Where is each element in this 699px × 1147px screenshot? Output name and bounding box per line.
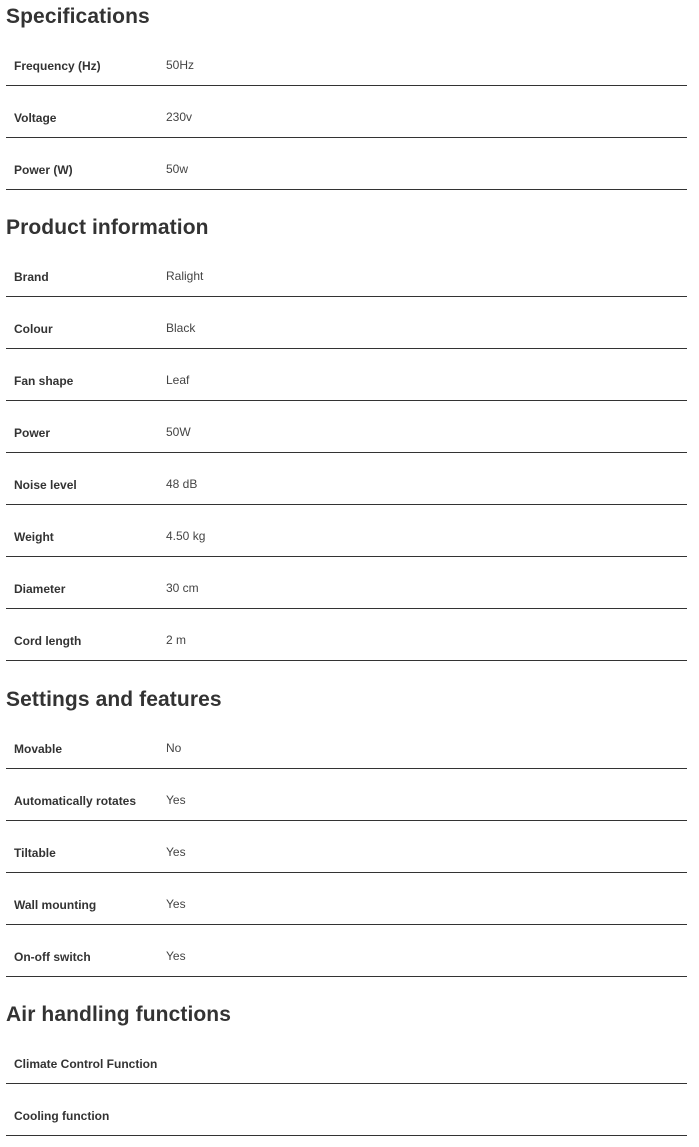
settings-and-features-table (0, 717, 699, 977)
air-handling-functions-section (0, 998, 699, 1136)
spec-row-diameter (6, 557, 687, 609)
spec-value: 2 m (166, 633, 187, 647)
spec-value: Yes (166, 949, 186, 963)
specifications-section (0, 0, 699, 190)
settings-and-features-section (0, 683, 699, 977)
spec-label: Brand (14, 270, 49, 284)
spec-value: 48 dB (166, 477, 198, 491)
spec-row-fan-shape (6, 349, 687, 401)
spec-label: Diameter (14, 582, 66, 596)
spec-value: Yes (166, 897, 186, 911)
spec-row-cord-length (6, 609, 687, 661)
spec-value: 30 cm (166, 581, 199, 595)
spec-label: Climate Control Function (14, 1057, 158, 1071)
spec-value: No (166, 741, 182, 755)
spec-value: Yes (166, 845, 186, 859)
spec-value: 50w (166, 162, 189, 176)
spec-row-movable (6, 717, 687, 769)
spec-value: 50Hz (166, 58, 195, 72)
spec-value: 50W (166, 425, 191, 439)
spec-row-noise-level (6, 453, 687, 505)
spec-label: Power (W) (14, 163, 73, 177)
spec-label: Wall mounting (14, 898, 97, 912)
spec-label: Colour (14, 322, 53, 336)
spec-value: Leaf (166, 373, 190, 387)
spec-value: 230v (166, 110, 193, 124)
spec-label: Frequency (Hz) (14, 59, 101, 73)
spec-label: Automatically rotates (14, 794, 137, 808)
spec-row-tiltable (6, 821, 687, 873)
spec-value: Ralight (166, 269, 204, 283)
spec-value: Black (166, 321, 196, 335)
product-information-section (0, 211, 699, 661)
spec-row-automatically-rotates (6, 769, 687, 821)
spec-label: On-off switch (14, 950, 91, 964)
spec-value: Yes (166, 793, 186, 807)
spec-label: Weight (14, 530, 54, 544)
spec-label: Tiltable (14, 846, 56, 860)
section-title-product-information: Product information (6, 216, 209, 239)
spec-label: Noise level (14, 478, 77, 492)
section-title-specifications: Specifications (6, 5, 150, 28)
spec-label: Cord length (14, 634, 82, 648)
spec-label: Power (14, 426, 51, 440)
spec-row-weight (6, 505, 687, 557)
spec-row-wall-mounting (6, 873, 687, 925)
section-title-air-handling-functions: Air handling functions (6, 1003, 232, 1026)
spec-row-cooling-function (6, 1084, 687, 1136)
product-information-table (0, 245, 699, 661)
spec-row-power-w (6, 138, 687, 190)
spec-row-brand (6, 245, 687, 297)
air-handling-functions-table (0, 1032, 699, 1136)
spec-label: Cooling function (14, 1109, 110, 1123)
spec-row-voltage (6, 86, 687, 138)
spec-row-frequency (6, 34, 687, 86)
spec-row-colour (6, 297, 687, 349)
spec-row-climate-control-function (6, 1032, 687, 1084)
section-title-settings-and-features: Settings and features (6, 688, 222, 711)
spec-row-power (6, 401, 687, 453)
spec-label: Fan shape (14, 374, 74, 388)
spec-value: 4.50 kg (166, 529, 206, 543)
spec-label: Movable (14, 742, 63, 756)
spec-label: Voltage (14, 111, 57, 125)
spec-row-on-off-switch (6, 925, 687, 977)
specifications-table (0, 34, 699, 190)
